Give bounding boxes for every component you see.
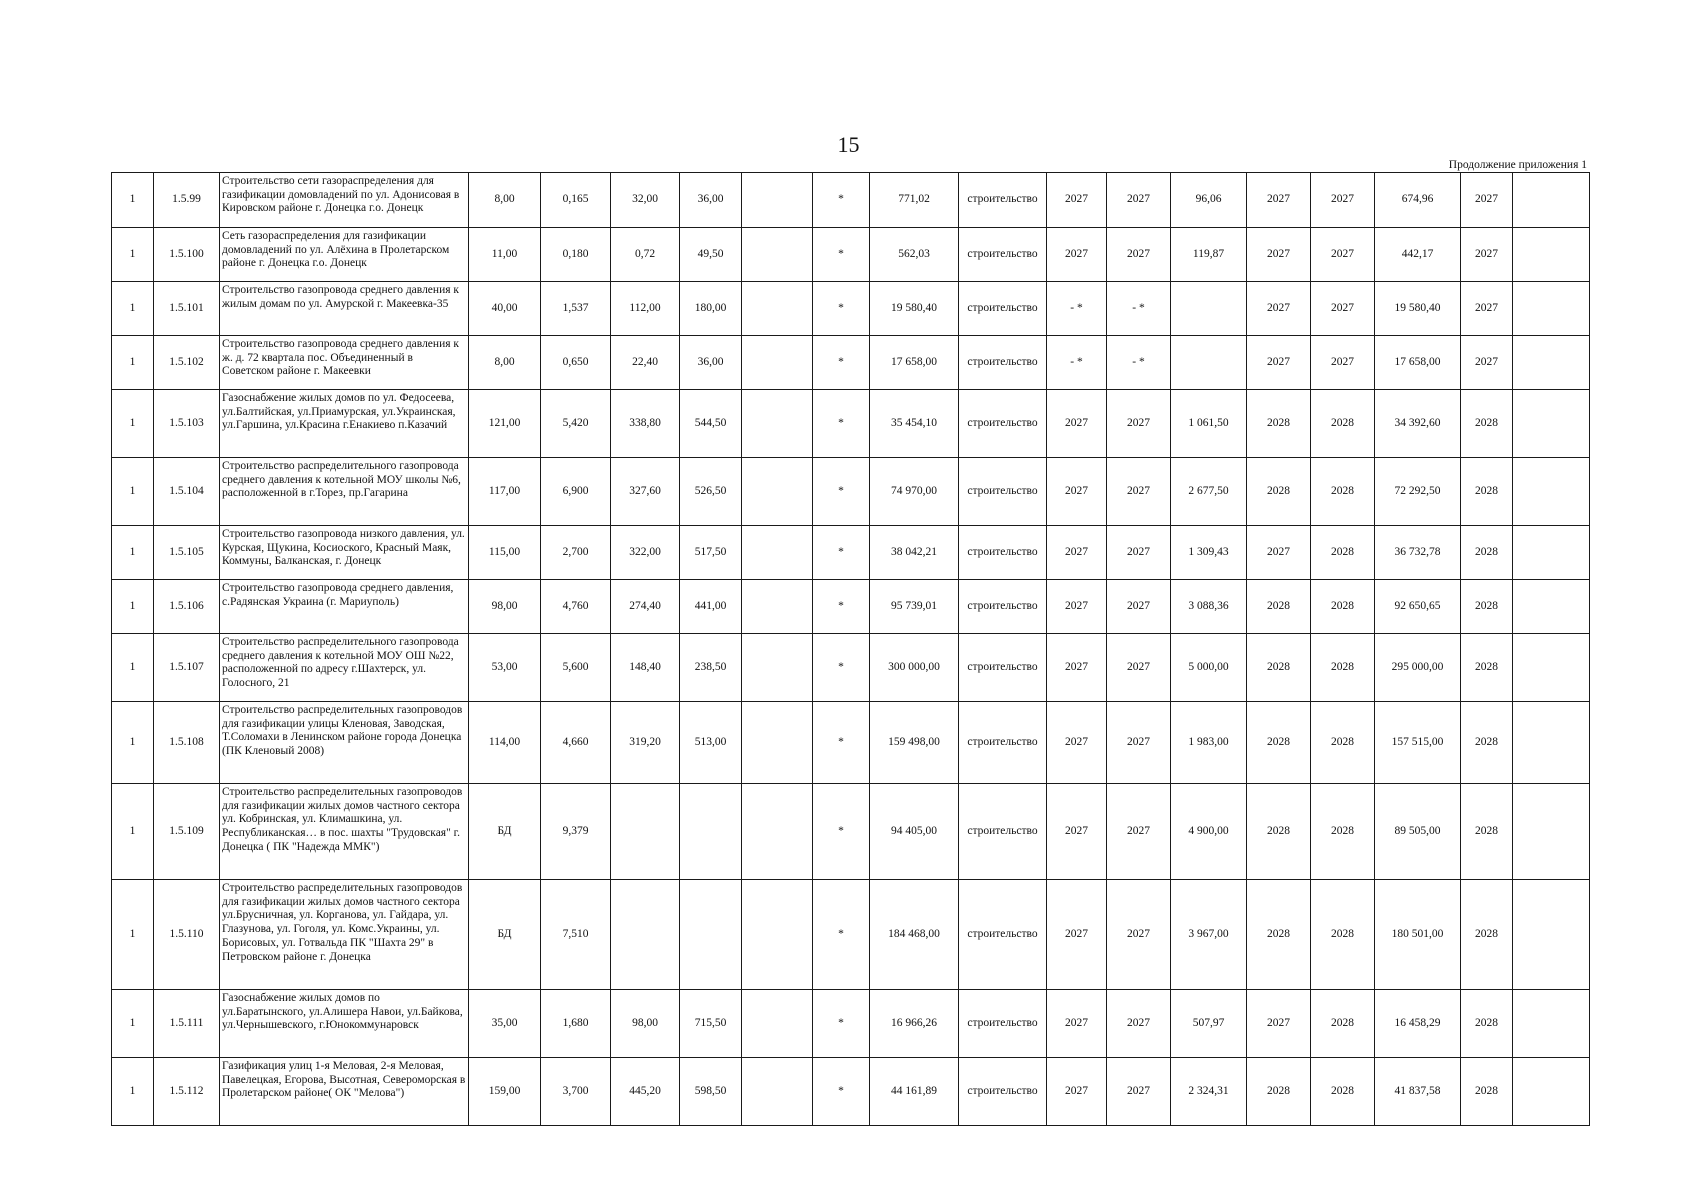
value-cell: 117,00 <box>469 458 541 526</box>
value-cell: 715,50 <box>680 990 742 1058</box>
year-cell: 2028 <box>1311 458 1375 526</box>
table-row <box>112 880 1590 990</box>
year-cell: 2028 <box>1247 1058 1311 1126</box>
cost-cell: 35 454,10 <box>870 390 959 458</box>
item-code-cell: 1.5.108 <box>154 702 220 784</box>
year-cell: 2027 <box>1461 173 1513 228</box>
work-type-cell: строительство <box>959 282 1047 336</box>
value-cell: 441,00 <box>680 580 742 634</box>
item-code-cell: 1.5.99 <box>154 173 220 228</box>
cost-cell: 74 970,00 <box>870 458 959 526</box>
length-cell: 0,165 <box>541 173 611 228</box>
mark-cell: * <box>813 282 870 336</box>
year-cell: 2028 <box>1461 580 1513 634</box>
year-cell: 2027 <box>1047 1058 1107 1126</box>
section-cell: 1 <box>112 580 154 634</box>
amount-cell: 41 837,58 <box>1375 1058 1461 1126</box>
value-cell: 40,00 <box>469 282 541 336</box>
empty-cell <box>1513 336 1590 390</box>
work-type-cell: строительство <box>959 634 1047 702</box>
amount-cell: 442,17 <box>1375 228 1461 282</box>
year-cell: 2027 <box>1047 526 1107 580</box>
value-cell: 98,00 <box>611 990 680 1058</box>
length-cell: 4,660 <box>541 702 611 784</box>
mark-cell: * <box>813 702 870 784</box>
year-cell: 2027 <box>1247 336 1311 390</box>
table-row <box>112 784 1590 880</box>
year-cell: 2027 <box>1047 458 1107 526</box>
cost-cell: 184 468,00 <box>870 880 959 990</box>
cost-cell: 38 042,21 <box>870 526 959 580</box>
year-cell: 2027 <box>1107 458 1171 526</box>
item-code-cell: 1.5.110 <box>154 880 220 990</box>
year-cell: 2027 <box>1107 390 1171 458</box>
empty-cell <box>1513 390 1590 458</box>
length-cell: 9,379 <box>541 784 611 880</box>
year-cell: 2028 <box>1311 580 1375 634</box>
year-cell: 2027 <box>1107 173 1171 228</box>
year-cell: 2028 <box>1461 390 1513 458</box>
work-type-cell: строительство <box>959 458 1047 526</box>
year-cell: 2028 <box>1461 526 1513 580</box>
page-number: 15 <box>837 132 860 157</box>
cost-cell: 300 000,00 <box>870 634 959 702</box>
mark-cell: * <box>813 580 870 634</box>
cost-cell: 771,02 <box>870 173 959 228</box>
value-cell: 526,50 <box>680 458 742 526</box>
year-cell: 2028 <box>1311 990 1375 1058</box>
year-cell: - * <box>1047 336 1107 390</box>
empty-cell <box>742 282 813 336</box>
amount-cell: 2 677,50 <box>1171 458 1247 526</box>
work-type-cell: строительство <box>959 228 1047 282</box>
value-cell: 327,60 <box>611 458 680 526</box>
table-row <box>112 526 1590 580</box>
section-cell: 1 <box>112 526 154 580</box>
mark-cell: * <box>813 784 870 880</box>
year-cell: 2028 <box>1461 990 1513 1058</box>
year-cell: 2027 <box>1461 282 1513 336</box>
empty-cell <box>742 702 813 784</box>
year-cell: 2027 <box>1047 580 1107 634</box>
amount-cell: 3 088,36 <box>1171 580 1247 634</box>
year-cell: - * <box>1107 282 1171 336</box>
mark-cell: * <box>813 880 870 990</box>
empty-cell <box>742 634 813 702</box>
year-cell: 2027 <box>1107 526 1171 580</box>
year-cell: 2027 <box>1311 173 1375 228</box>
year-cell: 2028 <box>1311 880 1375 990</box>
empty-cell <box>1513 634 1590 702</box>
value-cell <box>611 784 680 880</box>
project-name-cell: Строительство газопровода низкого давления, ул. Курская, Щукина, Косиоского, Красный Маяк, Коммуны, Балканская, г. Донецк <box>220 526 469 580</box>
year-cell: 2027 <box>1107 990 1171 1058</box>
year-cell: 2027 <box>1047 990 1107 1058</box>
mark-cell: * <box>813 458 870 526</box>
year-cell: 2028 <box>1311 1058 1375 1126</box>
value-cell: 517,50 <box>680 526 742 580</box>
empty-cell <box>742 526 813 580</box>
amount-cell: 92 650,65 <box>1375 580 1461 634</box>
empty-cell <box>1513 990 1590 1058</box>
year-cell: 2028 <box>1461 1058 1513 1126</box>
amount-cell: 295 000,00 <box>1375 634 1461 702</box>
continuation-note: Продолжение приложения 1 <box>1448 159 1587 171</box>
length-cell: 1,537 <box>541 282 611 336</box>
value-cell: 35,00 <box>469 990 541 1058</box>
year-cell: 2027 <box>1047 784 1107 880</box>
value-cell: 0,72 <box>611 228 680 282</box>
table-row <box>112 228 1590 282</box>
year-cell: 2028 <box>1247 390 1311 458</box>
cost-cell: 44 161,89 <box>870 1058 959 1126</box>
length-cell: 5,600 <box>541 634 611 702</box>
value-cell: 36,00 <box>680 336 742 390</box>
amount-cell: 3 967,00 <box>1171 880 1247 990</box>
value-cell: 338,80 <box>611 390 680 458</box>
table-row <box>112 702 1590 784</box>
table-row <box>112 458 1590 526</box>
value-cell: 274,40 <box>611 580 680 634</box>
length-cell: 4,760 <box>541 580 611 634</box>
empty-cell <box>742 336 813 390</box>
amount-cell: 5 000,00 <box>1171 634 1247 702</box>
value-cell: 115,00 <box>469 526 541 580</box>
empty-cell <box>742 173 813 228</box>
year-cell: 2027 <box>1311 228 1375 282</box>
section-cell: 1 <box>112 173 154 228</box>
value-cell <box>680 784 742 880</box>
item-code-cell: 1.5.107 <box>154 634 220 702</box>
year-cell: 2027 <box>1107 580 1171 634</box>
projects-table <box>111 172 1590 1126</box>
cost-cell: 19 580,40 <box>870 282 959 336</box>
mark-cell: * <box>813 1058 870 1126</box>
amount-cell: 89 505,00 <box>1375 784 1461 880</box>
cost-cell: 94 405,00 <box>870 784 959 880</box>
year-cell: 2028 <box>1247 880 1311 990</box>
value-cell: 513,00 <box>680 702 742 784</box>
project-name-cell: Газоснабжение жилых домов по ул.Баратынского, ул.Алишера Навои, ул.Байкова, ул.Чернышевского, г.Юнокоммунаровск <box>220 990 469 1058</box>
item-code-cell: 1.5.102 <box>154 336 220 390</box>
amount-cell: 157 515,00 <box>1375 702 1461 784</box>
value-cell: 121,00 <box>469 390 541 458</box>
work-type-cell: строительство <box>959 880 1047 990</box>
item-code-cell: 1.5.112 <box>154 1058 220 1126</box>
item-code-cell: 1.5.103 <box>154 390 220 458</box>
project-name-cell: Газоснабжение жилых домов по ул. Федосеева, ул.Балтийская, ул.Приамурская, ул.Украинская, ул.Гаршина, ул.Красина г.Енакиево п.Казачий <box>220 390 469 458</box>
year-cell: 2027 <box>1107 634 1171 702</box>
value-cell: 322,00 <box>611 526 680 580</box>
table-row <box>112 282 1590 336</box>
table-row <box>112 390 1590 458</box>
year-cell: 2027 <box>1247 173 1311 228</box>
value-cell: БД <box>469 880 541 990</box>
empty-cell <box>742 990 813 1058</box>
empty-cell <box>1513 580 1590 634</box>
section-cell: 1 <box>112 282 154 336</box>
year-cell: 2027 <box>1247 526 1311 580</box>
empty-cell <box>742 580 813 634</box>
empty-cell <box>1513 458 1590 526</box>
item-code-cell: 1.5.111 <box>154 990 220 1058</box>
amount-cell: 19 580,40 <box>1375 282 1461 336</box>
year-cell: 2028 <box>1247 784 1311 880</box>
empty-cell <box>1513 702 1590 784</box>
year-cell: 2027 <box>1107 784 1171 880</box>
year-cell: 2027 <box>1107 702 1171 784</box>
year-cell: 2028 <box>1311 634 1375 702</box>
value-cell: 445,20 <box>611 1058 680 1126</box>
amount-cell: 34 392,60 <box>1375 390 1461 458</box>
value-cell: 49,50 <box>680 228 742 282</box>
year-cell: 2027 <box>1247 228 1311 282</box>
value-cell: 8,00 <box>469 173 541 228</box>
project-name-cell: Строительство распределительных газопроводов для газификации жилых домов частного сектора ул. Кобринская, ул. Климашкина, ул. Республиканская… в пос. шахты "Трудовская" г. Донецка ( ПК "Надежда ММК") <box>220 784 469 880</box>
amount-cell: 36 732,78 <box>1375 526 1461 580</box>
amount-cell: 507,97 <box>1171 990 1247 1058</box>
section-cell: 1 <box>112 458 154 526</box>
value-cell: 319,20 <box>611 702 680 784</box>
amount-cell: 16 458,29 <box>1375 990 1461 1058</box>
empty-cell <box>1513 228 1590 282</box>
year-cell: 2028 <box>1247 458 1311 526</box>
year-cell: 2027 <box>1047 880 1107 990</box>
project-name-cell: Газификация улиц 1-я Меловая, 2-я Меловая, Павелецкая, Егорова, Высотная, Североморская в Пролетарском районе( ОК "Мелова") <box>220 1058 469 1126</box>
mark-cell: * <box>813 526 870 580</box>
amount-cell: 1 309,43 <box>1171 526 1247 580</box>
cost-cell: 95 739,01 <box>870 580 959 634</box>
year-cell: 2027 <box>1247 990 1311 1058</box>
section-cell: 1 <box>112 784 154 880</box>
value-cell: 11,00 <box>469 228 541 282</box>
work-type-cell: строительство <box>959 990 1047 1058</box>
item-code-cell: 1.5.100 <box>154 228 220 282</box>
year-cell: 2027 <box>1047 173 1107 228</box>
year-cell: 2028 <box>1311 526 1375 580</box>
year-cell: 2028 <box>1247 702 1311 784</box>
amount-cell <box>1171 336 1247 390</box>
year-cell: 2028 <box>1461 784 1513 880</box>
work-type-cell: строительство <box>959 526 1047 580</box>
length-cell: 0,180 <box>541 228 611 282</box>
value-cell: 112,00 <box>611 282 680 336</box>
amount-cell: 96,06 <box>1171 173 1247 228</box>
empty-cell <box>1513 880 1590 990</box>
project-name-cell: Строительство газопровода среднего давления к ж. д. 72 квартала пос. Объединенный в Советском районе г. Макеевки <box>220 336 469 390</box>
amount-cell: 72 292,50 <box>1375 458 1461 526</box>
work-type-cell: строительство <box>959 784 1047 880</box>
project-name-cell: Строительство распределительных газопроводов для газификации улицы Кленовая, Заводская, Т.Соломахи в Ленинском районе города Донецка (ПК Кленовый 2008) <box>220 702 469 784</box>
work-type-cell: строительство <box>959 336 1047 390</box>
mark-cell: * <box>813 990 870 1058</box>
year-cell: 2028 <box>1247 634 1311 702</box>
year-cell: 2027 <box>1247 282 1311 336</box>
year-cell: 2027 <box>1047 634 1107 702</box>
section-cell: 1 <box>112 702 154 784</box>
empty-cell <box>1513 1058 1590 1126</box>
work-type-cell: строительство <box>959 702 1047 784</box>
empty-cell <box>742 458 813 526</box>
year-cell: 2027 <box>1311 282 1375 336</box>
value-cell: 148,40 <box>611 634 680 702</box>
empty-cell <box>742 784 813 880</box>
cost-cell: 159 498,00 <box>870 702 959 784</box>
amount-cell: 1 983,00 <box>1171 702 1247 784</box>
year-cell: 2027 <box>1047 228 1107 282</box>
section-cell: 1 <box>112 880 154 990</box>
length-cell: 6,900 <box>541 458 611 526</box>
empty-cell <box>742 880 813 990</box>
year-cell: 2028 <box>1461 702 1513 784</box>
amount-cell: 119,87 <box>1171 228 1247 282</box>
project-name-cell: Строительство распределительного газопровода среднего давления к котельной МОУ ОШ №22, расположенной по адресу г.Шахтерск, ул. Голосного, 21 <box>220 634 469 702</box>
section-cell: 1 <box>112 1058 154 1126</box>
year-cell: 2027 <box>1047 702 1107 784</box>
amount-cell: 17 658,00 <box>1375 336 1461 390</box>
year-cell: 2027 <box>1107 1058 1171 1126</box>
value-cell <box>611 880 680 990</box>
value-cell: 8,00 <box>469 336 541 390</box>
amount-cell: 2 324,31 <box>1171 1058 1247 1126</box>
project-name-cell: Сеть газораспределения для газификации домовладений по ул. Алёхина в Пролетарском районе г. Донецка г.о. Донецк <box>220 228 469 282</box>
work-type-cell: строительство <box>959 173 1047 228</box>
empty-cell <box>1513 282 1590 336</box>
mark-cell: * <box>813 390 870 458</box>
cost-cell: 562,03 <box>870 228 959 282</box>
year-cell: 2027 <box>1461 228 1513 282</box>
section-cell: 1 <box>112 228 154 282</box>
value-cell: 98,00 <box>469 580 541 634</box>
length-cell: 7,510 <box>541 880 611 990</box>
year-cell: 2028 <box>1311 784 1375 880</box>
year-cell: 2027 <box>1107 880 1171 990</box>
project-name-cell: Строительство газопровода среднего давления, с.Радянская Украина (г. Мариуполь) <box>220 580 469 634</box>
cost-cell: 17 658,00 <box>870 336 959 390</box>
value-cell: 159,00 <box>469 1058 541 1126</box>
amount-cell: 674,96 <box>1375 173 1461 228</box>
amount-cell: 1 061,50 <box>1171 390 1247 458</box>
project-name-cell: Строительство сети газораспределения для газификации домовладений по ул. Адонисовая в Кировском районе г. Донецка г.о. Донецк <box>220 173 469 228</box>
project-name-cell: Строительство распределительного газопровода среднего давления к котельной МОУ школы №6, расположенной в г.Торез, пр.Гагарина <box>220 458 469 526</box>
mark-cell: * <box>813 228 870 282</box>
empty-cell <box>1513 526 1590 580</box>
item-code-cell: 1.5.106 <box>154 580 220 634</box>
mark-cell: * <box>813 336 870 390</box>
length-cell: 5,420 <box>541 390 611 458</box>
mark-cell: * <box>813 173 870 228</box>
value-cell: 36,00 <box>680 173 742 228</box>
length-cell: 0,650 <box>541 336 611 390</box>
table-body <box>112 173 1590 1126</box>
item-code-cell: 1.5.105 <box>154 526 220 580</box>
empty-cell <box>1513 173 1590 228</box>
empty-cell <box>742 390 813 458</box>
table-row <box>112 634 1590 702</box>
year-cell: - * <box>1107 336 1171 390</box>
section-cell: 1 <box>112 390 154 458</box>
value-cell: 180,00 <box>680 282 742 336</box>
length-cell: 3,700 <box>541 1058 611 1126</box>
amount-cell: 4 900,00 <box>1171 784 1247 880</box>
year-cell: 2027 <box>1047 390 1107 458</box>
length-cell: 2,700 <box>541 526 611 580</box>
table-row <box>112 990 1590 1058</box>
empty-cell <box>742 228 813 282</box>
year-cell: 2028 <box>1247 580 1311 634</box>
value-cell: 114,00 <box>469 702 541 784</box>
year-cell: 2027 <box>1461 336 1513 390</box>
project-name-cell: Строительство распределительных газопроводов для газификации жилых домов частного сектора ул.Брусничная, ул. Корганова, ул. Гайдара, ул. Глазунова, ул. Гоголя, ул. Комс.Украины, ул. Борисовых, ул. Готвальда ПК "Шахта 29" в Петровском районе г. Донецка <box>220 880 469 990</box>
year-cell: 2028 <box>1461 458 1513 526</box>
amount-cell <box>1171 282 1247 336</box>
cost-cell: 16 966,26 <box>870 990 959 1058</box>
value-cell: 32,00 <box>611 173 680 228</box>
empty-cell <box>1513 784 1590 880</box>
section-cell: 1 <box>112 336 154 390</box>
value-cell: 544,50 <box>680 390 742 458</box>
table-row <box>112 1058 1590 1126</box>
value-cell <box>680 880 742 990</box>
table-row <box>112 580 1590 634</box>
work-type-cell: строительство <box>959 1058 1047 1126</box>
section-cell: 1 <box>112 634 154 702</box>
year-cell: - * <box>1047 282 1107 336</box>
table-row <box>112 336 1590 390</box>
value-cell: БД <box>469 784 541 880</box>
item-code-cell: 1.5.104 <box>154 458 220 526</box>
year-cell: 2028 <box>1311 390 1375 458</box>
year-cell: 2027 <box>1107 228 1171 282</box>
item-code-cell: 1.5.101 <box>154 282 220 336</box>
value-cell: 53,00 <box>469 634 541 702</box>
year-cell: 2027 <box>1311 336 1375 390</box>
year-cell: 2028 <box>1311 702 1375 784</box>
value-cell: 238,50 <box>680 634 742 702</box>
work-type-cell: строительство <box>959 390 1047 458</box>
value-cell: 598,50 <box>680 1058 742 1126</box>
year-cell: 2028 <box>1461 634 1513 702</box>
project-name-cell: Строительство газопровода среднего давления к жилым домам по ул. Амурской г. Макеевка-35 <box>220 282 469 336</box>
empty-cell <box>742 1058 813 1126</box>
work-type-cell: строительство <box>959 580 1047 634</box>
amount-cell: 180 501,00 <box>1375 880 1461 990</box>
table-row <box>112 173 1590 228</box>
mark-cell: * <box>813 634 870 702</box>
value-cell: 22,40 <box>611 336 680 390</box>
year-cell: 2028 <box>1461 880 1513 990</box>
length-cell: 1,680 <box>541 990 611 1058</box>
section-cell: 1 <box>112 990 154 1058</box>
item-code-cell: 1.5.109 <box>154 784 220 880</box>
